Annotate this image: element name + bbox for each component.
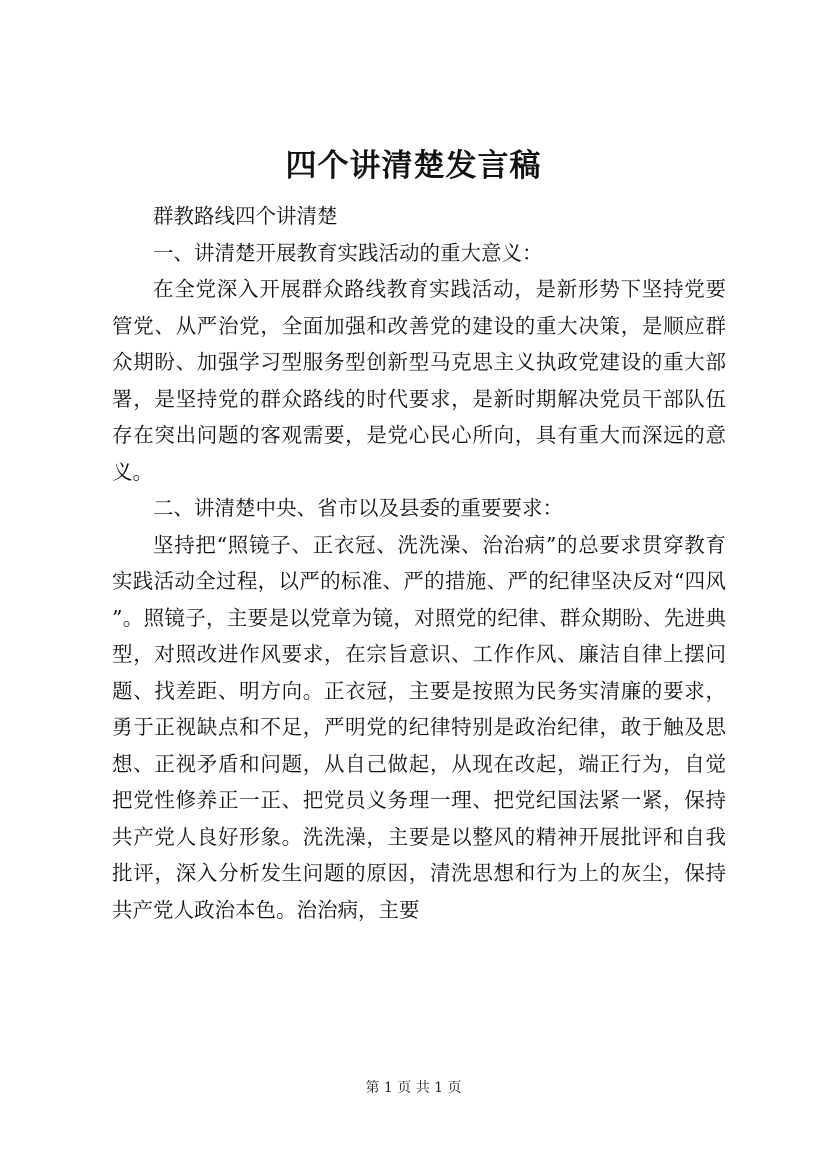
page-footer: 第 1 页 共 1 页: [365, 1080, 462, 1096]
paragraph-subtitle: 群教路线四个讲清楚: [153, 204, 338, 228]
paragraph-heading-2: 二、讲清楚中央、省市以及县委的重要要求：: [153, 496, 563, 520]
paragraph-body-1: 在全党深入开展群众路线教育实践活动，是新形势下坚持党要管党、从严治党，全面加强和改善党的建设的重大决策，是顺应群众期盼、加强学习型服务型创新型马克思主义执政党建设的重大部署，是坚持党的群众路线的时代要求，是新时期解决党员干部队伍存在突出问题的客观需要，是党心民心所向，具有重大而深远的意义。: [112, 277, 726, 484]
document-body: [112, 198, 726, 928]
document-title: 四个讲清楚发言稿: [285, 148, 542, 184]
paragraph-body-2: 坚持把“照镜子、正衣冠、洗洗澡、治治病”的总要求贯穿教育实践活动全过程，以严的标准、严的措施、严的纪律坚决反对“四风”。照镜子，主要是以党章为镜，对照党的纪律、群众期盼、先进典型，对照改进作风要求，在宗旨意识、工作作风、廉洁自律上摆问题、找差距、明方向。正衣冠，主要是按照为民务实清廉的要求，勇于正视缺点和不足，严明党的纪律特别是政治纪律，敢于触及思想、正视矛盾和问题，从自己做起，从现在改起，端正行为，自觉把党性修养正一正、把党员义务理一理、把党纪国法紧一紧，保持共产党人良好形象。洗洗澡，主要是以整风的精神开展批评和自我批评，深入分析发生问题的原因，清洗思想和行为上的灰尘，保持共产党人政治本色。治治病，主要: [112, 532, 726, 922]
paragraph-heading-1: 一、讲清楚开展教育实践活动的重大意义：: [153, 240, 543, 265]
